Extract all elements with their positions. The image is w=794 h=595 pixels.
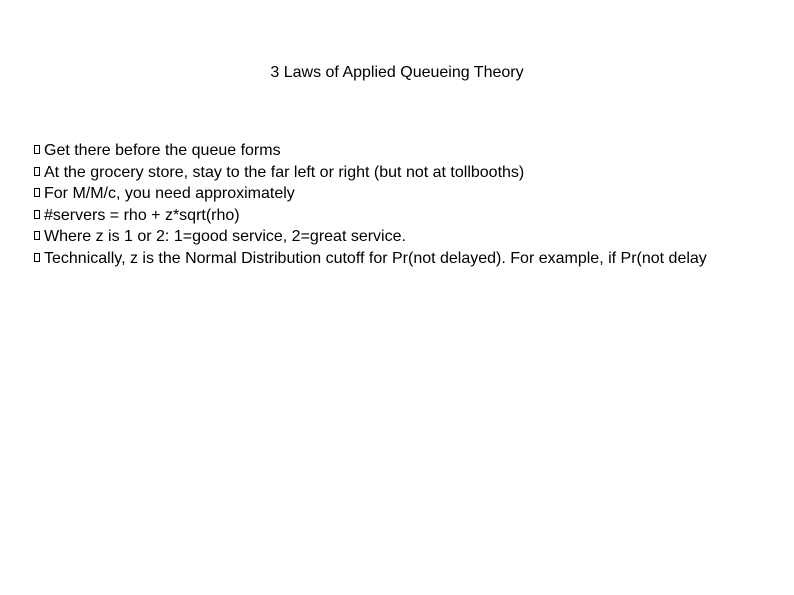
bullet-item [34, 205, 707, 227]
bullet-text: #servers = rho + z*sqrt(rho) [44, 206, 240, 224]
bullet-text: For M/M/c, you need approximately [44, 185, 295, 203]
bullet-marker-icon [34, 188, 40, 197]
bullet-marker-icon [34, 210, 40, 219]
bullet-item [34, 140, 707, 162]
bullet-list [34, 140, 707, 270]
bullet-marker-icon [34, 253, 40, 262]
bullet-marker-icon [34, 167, 40, 176]
slide-title: 3 Laws of Applied Queueing Theory [270, 64, 524, 81]
bullet-text: Get there before the queue forms [44, 142, 281, 159]
bullet-marker-icon [34, 231, 40, 240]
bullet-text: Where z is 1 or 2: 1=good service, 2=great service. [44, 228, 406, 246]
bullet-text: At the grocery store, stay to the far left or right (but not at tollbooths) [44, 163, 525, 181]
bullet-item [34, 226, 707, 248]
bullet-marker-icon [34, 145, 40, 154]
bullet-item [34, 248, 707, 270]
bullet-text: Technically, z is the Normal Distribution cutoff for Pr(not delayed). For example, if Pr(not delay [44, 249, 707, 267]
bullet-item [34, 162, 707, 184]
bullet-item [34, 183, 707, 205]
